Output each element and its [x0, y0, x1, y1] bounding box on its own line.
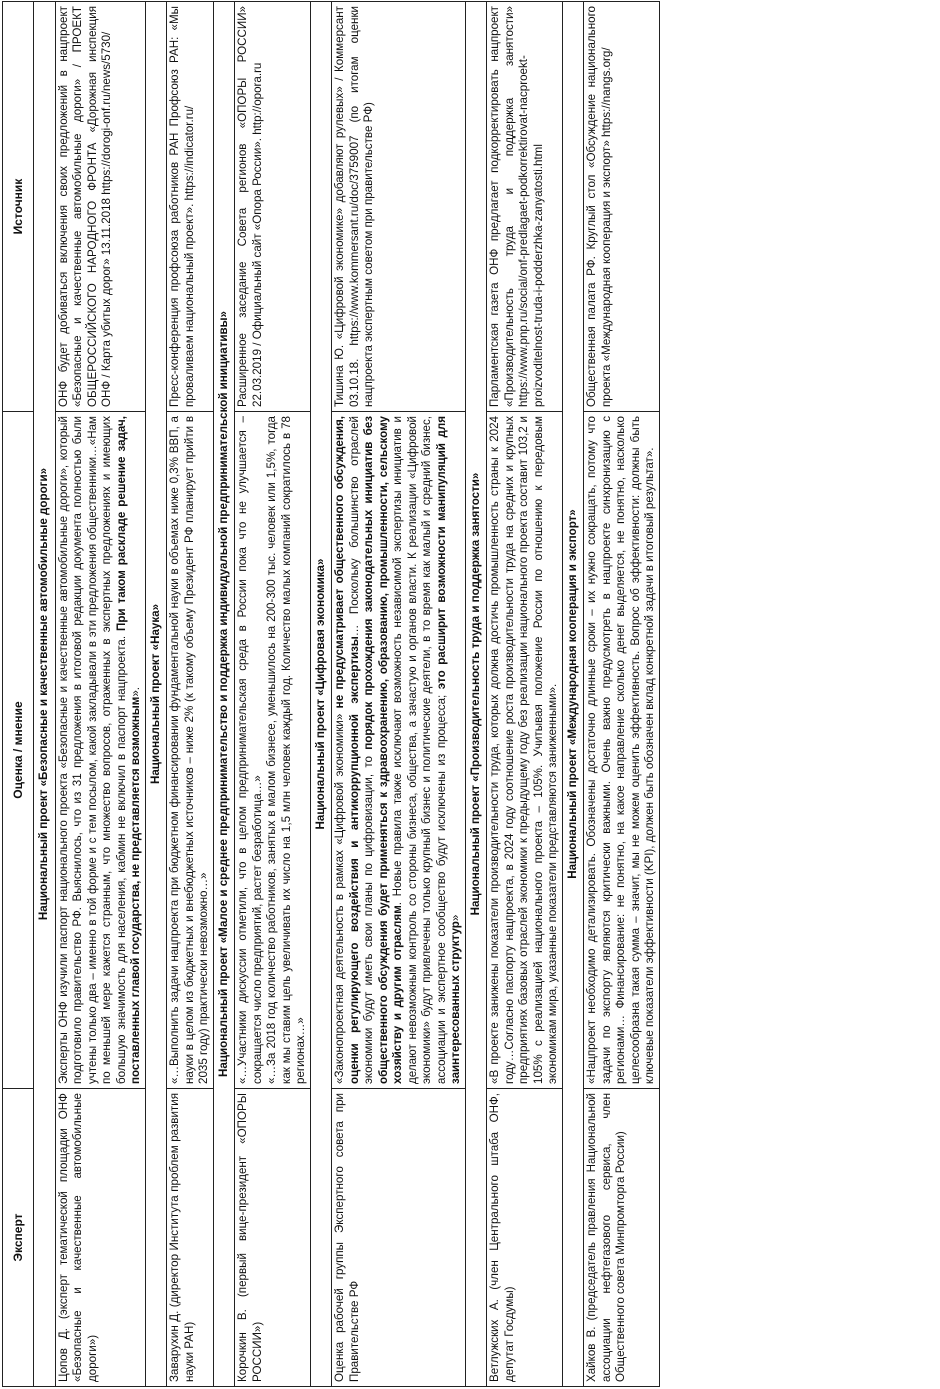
section-title: Национальный проект «Международная кооперация и экспорт»: [562, 2, 584, 1387]
table-row: [332, 2, 466, 1387]
section-row: [310, 2, 332, 1387]
expert-cell: Корочкин В. (первый вице-президент «ОПОРЫ РОССИИ»): [235, 1089, 311, 1387]
opinion-text: «…Выполнить задачи нацпроекта при бюджетном финансировании фундаментальной науки в объемах ниже 0,3% ВВП, а науки в целом из бюджетных и внебюджетных источников – ниже 2% (к такому объему Президент РФ планирует прийти в 2035 году) практически невозможно…»: [168, 416, 210, 1084]
section-row: [34, 2, 56, 1387]
opinion-text: «Нацпроект необходимо детализировать. Обозначены достаточно длинные сроки – их нужно сокращать, потому что задачи по экспорту являются критически важными. Очень важно предусмотреть в нацпроекте синхронизацию с регионами… Финансирование: не понятно, на какое направление сколько денег выделяется, не понятно, насколько целесообразна такая сумма – значит, мы не можем оценить эффективность. Вопрос об эффективности: должны быть ключевые показатели эффективности (KPI), должен быть обозначен вклад конкретной задачи в итоговый результат».: [585, 416, 656, 1084]
section-row: [465, 2, 487, 1387]
table-row: [235, 2, 311, 1387]
table-row: [584, 2, 660, 1387]
opinion-emphasis: не предусматривает общественного обсуждения, оценки регулирующего воздействия и антикоррупционной экспертизы: [333, 416, 361, 1084]
opinion-emphasis: порядок прохождения законодательных инициатив без общественного обсуждения будет применяться к здравоохранению, образованию, промышленности, сельскому хозяйству и другим отраслям: [362, 416, 404, 1084]
opinion-cell: [584, 412, 660, 1089]
opinion-cell: [487, 412, 563, 1089]
section-row: [213, 2, 235, 1387]
section-title: Национальный проект «Производительность труда и поддержка занятости»: [465, 2, 487, 1387]
opinion-text: «В проекте занижены показатели производительности труда, которых должна достичь промышленность страны к 2024 году…Согласно паспорту нацпроекта, в 2024 году соотношение роста производительности труда на средних и крупных предприятиях базовых отраслей экономики к предыдущему году без реализации национального проекта составит 103,2 и 105% с реализацией национального проекта – 105%. Учитывая положение России по отношению к передовым экономикам мира, указанные показатели представляются заниженными».: [488, 416, 559, 1084]
source-cell: Парламентская газета ОНФ предлагает подкорректировать нацпроект «Производительность труда и поддержка занятости» https://www.pnp.ru/social/onf-predlagaet-podkorrektirovat-nacproekt-proizvoditelnost-truda-i-podderzhka-zanyatosti.html: [487, 2, 563, 412]
opinion-cell: [55, 412, 145, 1089]
opinion-cell: [167, 412, 214, 1089]
opinion-emphasis: это расширит возможности манипуляций для заинтересованных структур: [434, 416, 462, 1084]
expert-cell: Заварухин Д. (директор Института проблем развития науки РАН): [167, 1089, 214, 1387]
source-cell: Пресс-конференция профсоюза работников РАН Профсоюз РАН: «Мы проваливаем национальный проект». https://indicator.ru/: [167, 2, 214, 412]
section-title: Национальный проект «Безопасные и качественные автомобильные дороги»: [34, 2, 56, 1387]
source-cell: ОНФ будет добиваться включения своих предложений в нацпроект «Безопасные и качественные автомобильные дороги» / ПРОЕКТ ОБЩЕРОССИЙСКОГО НАРОДНОГО ФРОНТА «Дорожная инспекция ОНФ / Карта убитых дорог» 13.11.2018 https://dorogi-onf.ru/news/5730/: [55, 2, 145, 412]
table-row: [167, 2, 214, 1387]
header-row: [3, 2, 34, 1387]
opinion-text: «Законопроектная деятельность в рамках «Цифровой экономики»: [333, 708, 346, 1084]
opinion-text: Эксперты ОНФ изучили паспорт национального проекта «Безопасные и качественные автомобильные дороги», который подготовило правительство РФ. Выяснилось, что из 31 предложения в итоговой редакции документа полностью были учтены только два – именно в той форме и с тем посылом, какой закладывали в эти предложения общественники…«Нам по меньшей мере кажется странным, что множество вопросов, отраженных в экспертных предложениях и имеющих большую значимость для населения, кабмин не включил в паспорт нацпроекта.: [56, 416, 128, 1084]
source-cell: Общественная палата РФ. Круглый стол «Обсуждение национального проекта «Международная кооперация и экспорт» https://nangs.org/: [584, 2, 660, 412]
header-expert: Эксперт: [3, 1089, 34, 1387]
expert-cell: Оценка рабочей группы Экспертного совета при Правительстве РФ: [332, 1089, 466, 1387]
opinion-emphasis: При таком раскладе решение задач, поставленных главой государства, не представляется возможным: [114, 415, 142, 1084]
opinion-text: ».: [129, 686, 142, 697]
opinion-text: »: [449, 914, 462, 922]
section-title: Национальный проект «Цифровая экономика»: [310, 2, 332, 1387]
table-row: [487, 2, 563, 1387]
section-row: [562, 2, 584, 1387]
opinion-text: . Новые правила также исключают возможность независимой экспертизы инициатив и делают невозможным контроль со стороны бизнеса, общества, а зачастую и органов власти. К реализации «Цифровой экономики» будут привлечены только крупный бизнес и политические деятели, в то время как малый и средний бизнес, ассоциации и экспертное сообщество будут исключены из процесса;: [391, 416, 448, 1084]
table-row: [55, 2, 145, 1387]
source-cell: Расширенное заседание Совета регионов «ОПОРЫ РОССИИ» 22.03.2019 / Официальный сайт «Опора России». http://opora.ru: [235, 2, 311, 412]
source-cell: Тишина Ю. «Цифровой экономике» добавляют рулевых» / Коммерсант 03.10.18. https://www.kommersant.ru/doc/3759007 (по итогам оценки нацпроекта экспертным советом при правительстве РФ): [332, 2, 466, 412]
expert-cell: Ветлужских А. (член Центрального штаба ОНФ, депутат Госдумы): [487, 1089, 563, 1387]
section-title: Национальный проект «Наука»: [145, 2, 167, 1387]
expert-cell: Хайков В. (председатель правления Национальной ассоциации нефтегазового сервиса, член Общественного совета Минпромторга России): [584, 1089, 660, 1387]
opinion-cell: [332, 412, 466, 1089]
opinion-cell: [235, 412, 311, 1089]
section-title: Национальный проект «Малое и среднее предпринимательство и поддержка индивидуальной предпринимательской инициативы»: [213, 2, 235, 1387]
opinion-text: «…За 2018 год количество работников, занятых в малом бизнесе, уменьшилось на 200-300 тыс. человек или 1,5%, тогда как мы ставим цель увеличивать их число на 1,5 млн человек каждый год. Количество малых компаний сократилось в 78 регионах…»: [265, 416, 307, 1084]
table-body: [34, 2, 660, 1387]
section-row: [145, 2, 167, 1387]
expert-cell: Цопов Д. (эксперт тематической площадки ОНФ «Безопасные и качественные автомобильные дороги»): [55, 1089, 145, 1387]
header-source: Источник: [3, 2, 34, 412]
header-opinion: Оценка / мнение: [3, 412, 34, 1089]
experts-table: [2, 1, 660, 1387]
opinion-text: … Поскольку большинство отраслей экономики будут иметь свои планы по цифровизации, то: [347, 416, 375, 1084]
opinion-text: «…Участники дискуссии отметили, что в целом предпринимательская среда в России пока что не улучшается – сокращается число предприятий, растет безработица…»: [236, 416, 264, 1084]
